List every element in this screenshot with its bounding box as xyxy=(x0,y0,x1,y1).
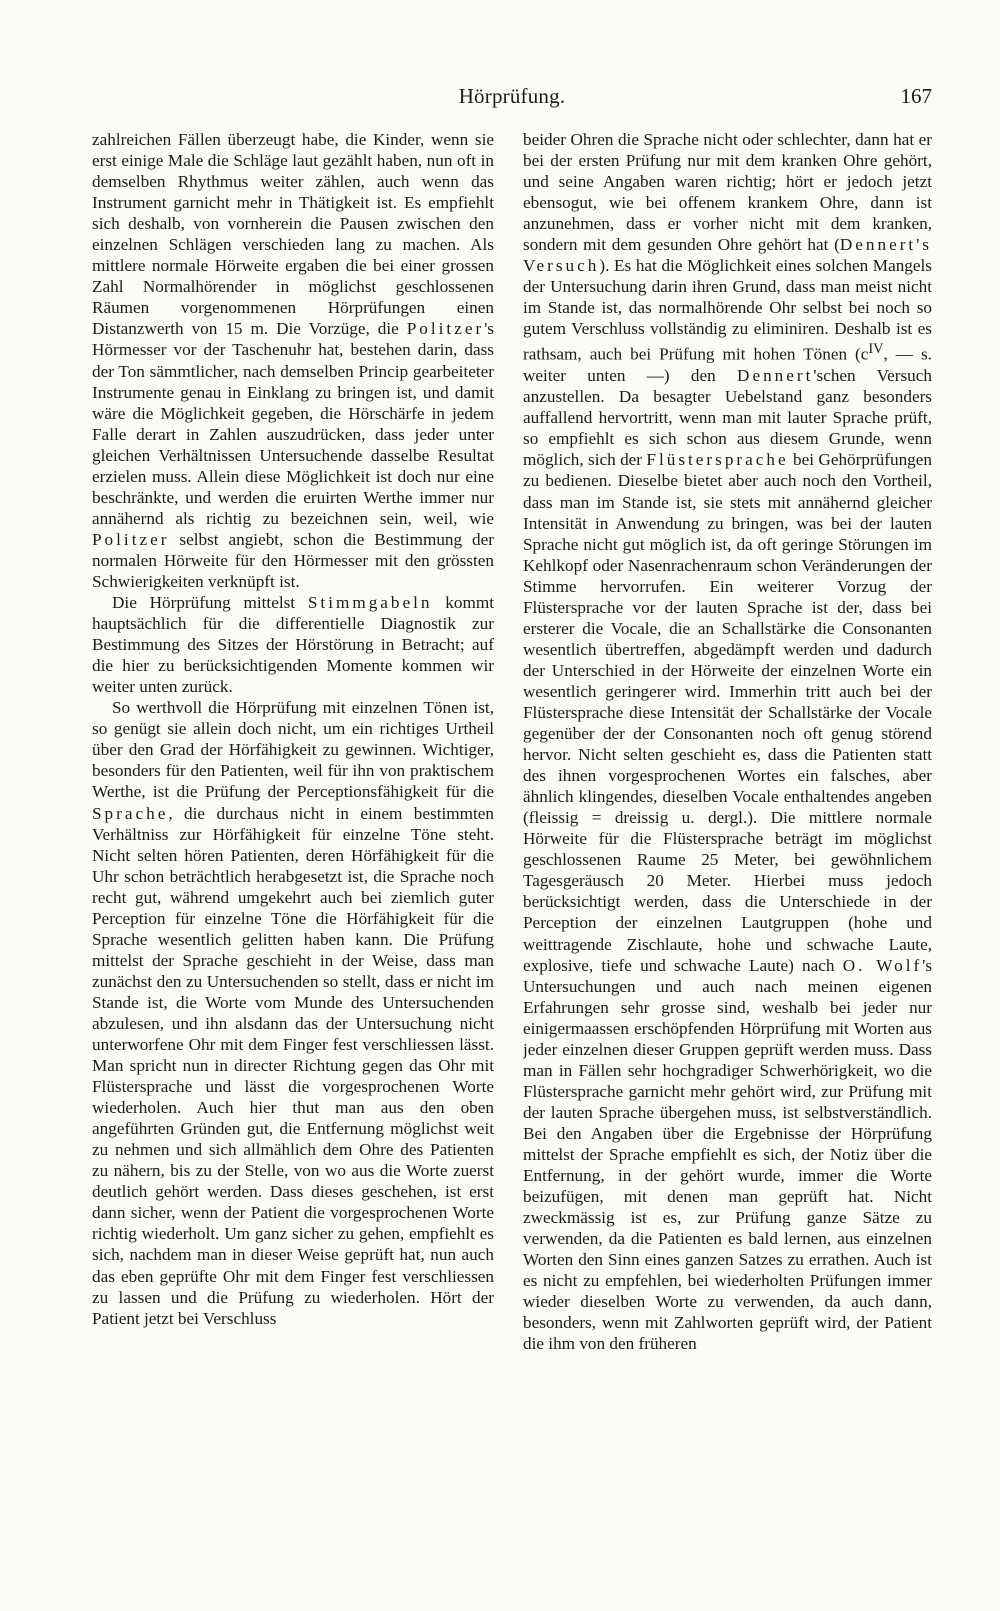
emphasized-term: Dennert's Versuch xyxy=(523,235,932,276)
emphasized-term: Sprache xyxy=(92,803,169,823)
emphasized-term: Flüstersprache xyxy=(646,450,789,470)
author-name: Politzer xyxy=(92,529,170,549)
left-text-column xyxy=(92,129,494,1469)
author-name: Dennert xyxy=(737,366,814,386)
page-title: Hörprüfung. xyxy=(458,84,566,108)
running-head xyxy=(92,84,932,114)
right-text-column xyxy=(523,129,932,1469)
paragraph-speech-test: So werthvoll die Hörprüfung mit einzelnen Tönen ist, so genügt sie allein doch nicht, um ein richtiges Urtheil über den Grad der Hörfähigkeit zu gewinnen. Wichtiger, besonders für den Patienten, weil für ihn von praktischem Werthe, ist die Prüfung der Perceptionsfähigkeit für die Sprache, die durchaus nicht in einem bestimmten Verhältniss zur Hörfähigkeit für einzelne Töne steht. Nicht selten hören Patienten, deren Hörfähigkeit für die Uhr schon beträchtlich herabgesetzt ist, die Sprache noch recht gut, während umgekehrt auch bei ziemlich guter Perception für einzelne Töne die Hörfähigkeit für die Sprache wesentlich gelitten haben kann. Die Prüfung mittelst der Sprache geschieht in der Weise, dass man zunächst den zu Untersuchenden so stellt, dass er nicht im Stande ist, die Worte vom Munde des Untersuchenden abzulesen, und ihn alsdann das der Untersuchung nicht unterworfene Ohr mit dem Finger fest verschliessen lässt. Man spricht nun in directer Richtung gegen das Ohr mit Flüstersprache und lässt die vorgesprochenen Worte wiederholen. Auch hier thut man aus den oben angeführten Gründen gut, die Entfernung möglichst weit zu nehmen und sich allmählich dem Ohre des Patienten zu nähern, bis zu der Stelle, von wo aus die Worte zuerst deutlich gehört werden. Dass dieses geschehen, ist erst dann sicher, wenn der Patient die vorgesprochenen Worte richtig wiederholt. Um ganz sicher zu gehen, empfiehlt es sich, nachdem man in dieser Weise geprüft hat, nun auch das eben geprüfte Ohr mit dem Finger fest verschliessen zu lassen und die Prüfung zu wiederholen. Hört der Patient jetzt bei Verschluss xyxy=(92,698,494,1328)
paragraph-timing: zahlreichen Fällen überzeugt habe, die Kinder, wenn sie erst einige Male die Schläge laut gezählt haben, nun oft in demselben Rhythmus weiter zählen, auch wenn das Instrument garnicht mehr in Thätigkeit ist. Es empfiehlt sich deshalb, von vornherein die Pausen zwischen den einzelnen Schlägen verschieden lang zu machen. Als mittlere normale Hörweite ergaben die bei einer grossen Zahl Normalhörender in möglichst geschlossenen Räumen vorgenommenen Hörprüfungen einen Distanzwerth von 15 m. Die Vorzüge, die Politzer's Hörmesser vor der Taschenuhr hat, bestehen darin, dass der Ton sämmtlicher, nach demselben Princip gearbeiteter Instrumente genau in Einklang zu bringen ist, und damit wäre die Möglichkeit gegeben, die Hörschärfe in jedem Falle derart in Zahlen auszudrücken, dass jeder unter gleichen Verhältnissen Untersuchende dasselbe Resultat erzielen muss. Allein diese Möglichkeit ist doch nur eine beschränkte, und werden die eruirten Werthe immer nur annähernd als richtig zu bezeichnen sein, weil, wie Politzer selbst angiebt, schon die Bestimmung der normalen Hörweite für den Hörmesser mit den grössten Schwierigkeiten verknüpft ist. xyxy=(92,130,494,591)
superscript: IV xyxy=(868,341,884,358)
author-name: Politzer xyxy=(406,319,485,339)
paragraph-whisper-test: beider Ohren die Sprache nicht oder schlechter, dann hat er bei der ersten Prüfung nur mit dem kranken Ohre gehört, und seine Angaben waren richtig; hört er jedoch jetzt ebensogut, wie bei offenem krankem Ohre, dann ist anzunehmen, dass er vorher nicht mit dem kranken, sondern mit dem gesunden Ohre gehört hat (Dennert's Versuch). Es hat die Möglichkeit eines solchen Mangels der Untersuchung darin ihren Grund, dass man meist nicht im Stande ist, das normalhörende Ohr selbst bei noch so gutem Verschluss vollständig zu eliminiren. Deshalb ist es rathsam, auch bei Prüfung mit hohen Tönen ($c^{IV}$, — s. weiter unten —) den Dennert'schen Versuch anzustellen. Da besagter Uebelstand ganz besonders auffallend hervortritt, wenn man mit lauter Sprache prüft, so empfiehlt es sich schon aus diesem Grunde, wenn möglich, sich der Flüstersprache bei Gehörprüfungen zu bedienen. Dieselbe bietet aber auch noch den Vortheil, dass man im Stande ist, sie stets mit annähernd gleicher Intensität in Anwendung zu bringen, was bei der lauten Sprache nicht gut möglich ist, da oft geringe Störungen im Kehlkopf oder Nasenrachenraum schon Veränderungen der Stimme hervorrufen. Ein weiterer Vorzug der Flüstersprache vor der lauten Sprache ist der, dass bei ersterer die Vocale, die an Schallstärke die Consonanten wesentlich übertreffen, abgedämpft werden und dadurch der Unterschied in der Hörweite der einzelnen Worte ein wesentlich geringerer wird. Immerhin tritt auch bei der Flüstersprache diese Intensität der Schallstärke der Vocale gegenüber der der Consonanten noch oft genug störend hervor. Nicht selten geschieht es, dass die Patienten statt des ihnen vorgesprochenen Wortes ein falsches, aber ähnlich klingendes, dieselben Vocale enthaltendes angeben (fleissig = dreissig u. dergl.). Die mittlere normale Hörweite für die Flüstersprache beträgt im möglichst geschlossenen Raume 25 Meter, bei gewöhnlichem Tagesgeräusch 20 Meter. Hierbei muss jedoch berücksichtigt werden, dass die Unterschiede in der Perception der einzelnen Lautgruppen (hohe und weittragende Zischlaute, hohe und schwache Laute, explosive, tiefe und schwache Laute) nach O. Wolf's Untersuchungen und auch nach meinen eigenen Erfahrungen sehr grosse sind, weshalb bei jeder nur einigermaassen erschöpfenden Hörprüfung mit Worten aus jeder einzelnen dieser Gruppen geprüft werden muss. Dass man in Fällen sehr hochgradiger Schwerhörigkeit, wo die Flüstersprache garnicht mehr gehört wird, zur Prüfung mit der lauten Sprache übergehen muss, ist selbstverständlich. Bei den Angaben über die Ergebnisse der Hörprüfung mittelst der Sprache empfiehlt es sich, der Notiz über die Entfernung, in der gehört wurde, immer die Worte beizufügen, mit denen man geprüft hat. Nicht zweckmässig ist es, zur Prüfung ganze Sätze zu verwenden, da die Patienten es bald lernen, aus einzelnen Worten den Sinn eines ganzen Satzes zu errathen. Auch ist es nicht zu empfehlen, bei wiederholten Prüfungen immer wieder dieselben Worte zu verwenden, da auch dann, besonders, wenn mit Zahlworten geprüft wird, der Patient die ihm von den früheren xyxy=(523,130,932,1354)
page-number: 167 xyxy=(900,84,932,108)
emphasized-term: Stimmgabeln xyxy=(307,593,433,613)
author-name: O. Wolf xyxy=(842,955,923,975)
paragraph-tuning-forks: Die Hörprüfung mittelst Stimmgabeln kommt hauptsächlich für die differentielle Diagnostik zur Bestimmung des Sitzes der Hörstörung in Betracht; auf die hier zu berücksichtigenden Momente kommen wir weiter unten zurück. xyxy=(92,593,494,697)
